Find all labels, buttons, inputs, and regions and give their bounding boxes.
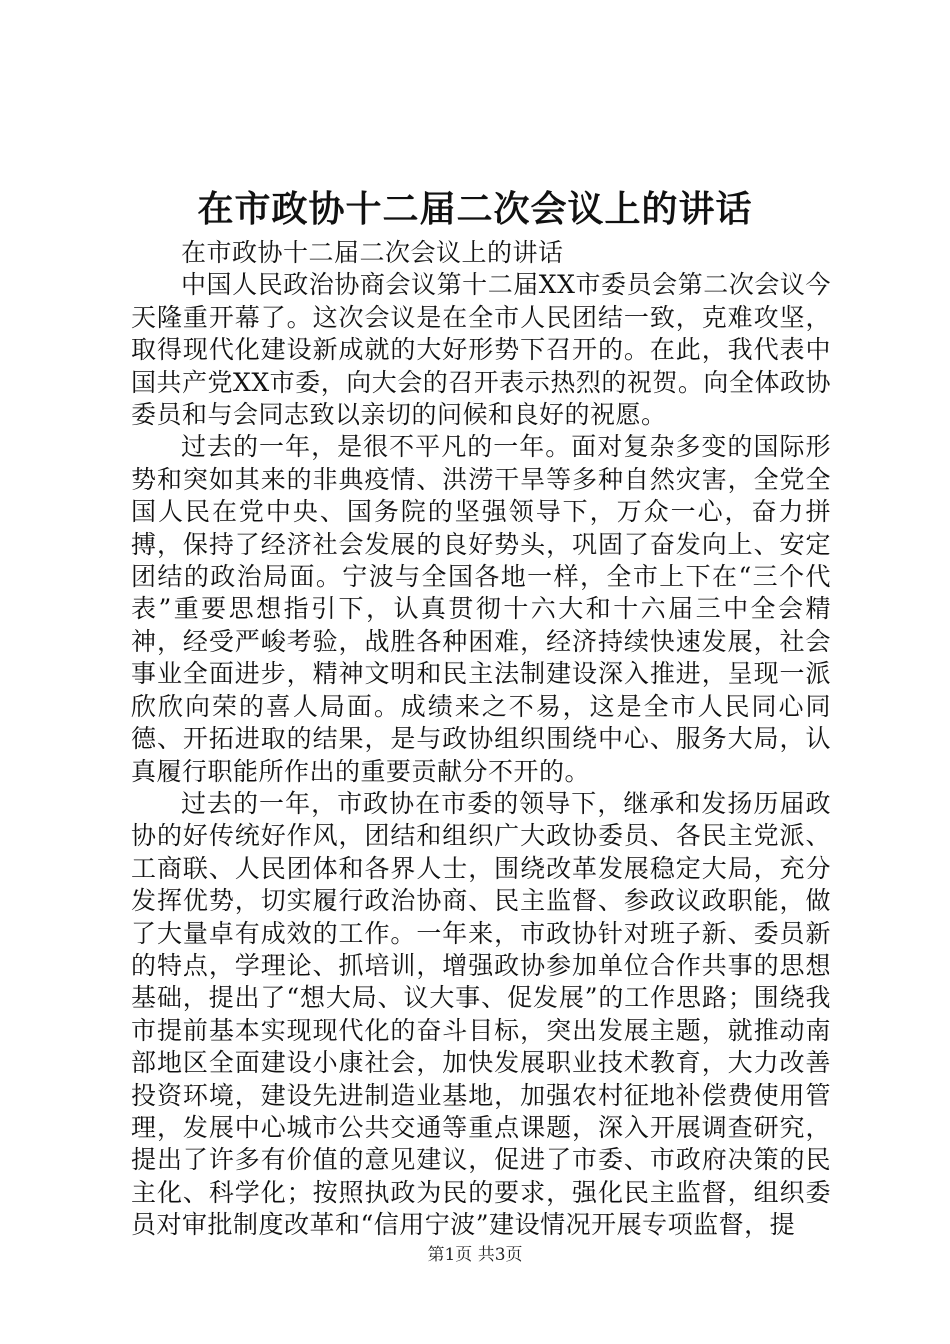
paragraph-opening: 中国人民政治协商会议第十二届XX市委员会第二次会议今天隆重开幕了。这次会议是在全市人民团结一致，克难攻坚，取得现代化建设新成就的大好形势下召开的。在此，我代表中国共产党XX市委，向大会的召开表示热烈的祝贺。向全体政协委员和与会同志致以亲切的问候和良好的祝愿。 — [131, 270, 831, 430]
document-body — [131, 237, 831, 1242]
page-footer: 第1页 共3页 — [427, 1245, 523, 1265]
document-title: 在市政协十二届二次会议上的讲话 — [197, 188, 753, 230]
paragraph-subtitle: 在市政协十二届二次会议上的讲话 — [181, 238, 564, 267]
paragraph-cppcc-work: 过去的一年，市政协在市委的领导下，继承和发扬历届政协的好传统好作风，团结和组织广大政协委员、各民主党派、工商联、人民团体和各界人士，围绕改革发展稳定大局，充分发挥优势，切实履行政治协商、民主监督、参政议政职能，做了大量卓有成效的工作。一年来，市政协针对班子新、委员新的特点，学理论、抓培训，增强政协参加单位合作共事的思想基础，提出了“想大局、议大事、促发展”的工作思路；围绕我市提前基本实现现代化的奋斗目标，突出发展主题，就推动南部地区全面建设小康社会，加快发展职业技术教育，大力改善投资环境，建设先进制造业基地，加强农村征地补偿费使用管理，发展中心城市公共交通等重点课题，深入开展调查研究，提出了许多有价值的意见建议，促进了市委、市政府决策的民主化、科学化；按照执政为民的要求，强化民主监督，组织委员对审批制度改革和“信用宁波”建设情况开展专项监督，提 — [131, 788, 831, 1240]
paragraph-past-year: 过去的一年，是很不平凡的一年。面对复杂多变的国际形势和突如其来的非典疫情、洪涝干旱等多种自然灾害，全党全国人民在党中央、国务院的坚强领导下，万众一心，奋力拼搏，保持了经济社会发展的良好势头，巩固了奋发向上、安定团结的政治局面。宁波与全国各地一样，全市上下在“三个代表”重要思想指引下，认真贯彻十六大和十六届三中全会精神，经受严峻考验，战胜各种困难，经济持续快速发展，社会事业全面进步，精神文明和民主法制建设深入推进，呈现一派欣欣向荣的喜人局面。成绩来之不易，这是全市人民同心同德、开拓进取的结果，是与政协组织围绕中心、服务大局，认真履行职能所作出的重要贡献分不开的。 — [131, 432, 831, 786]
